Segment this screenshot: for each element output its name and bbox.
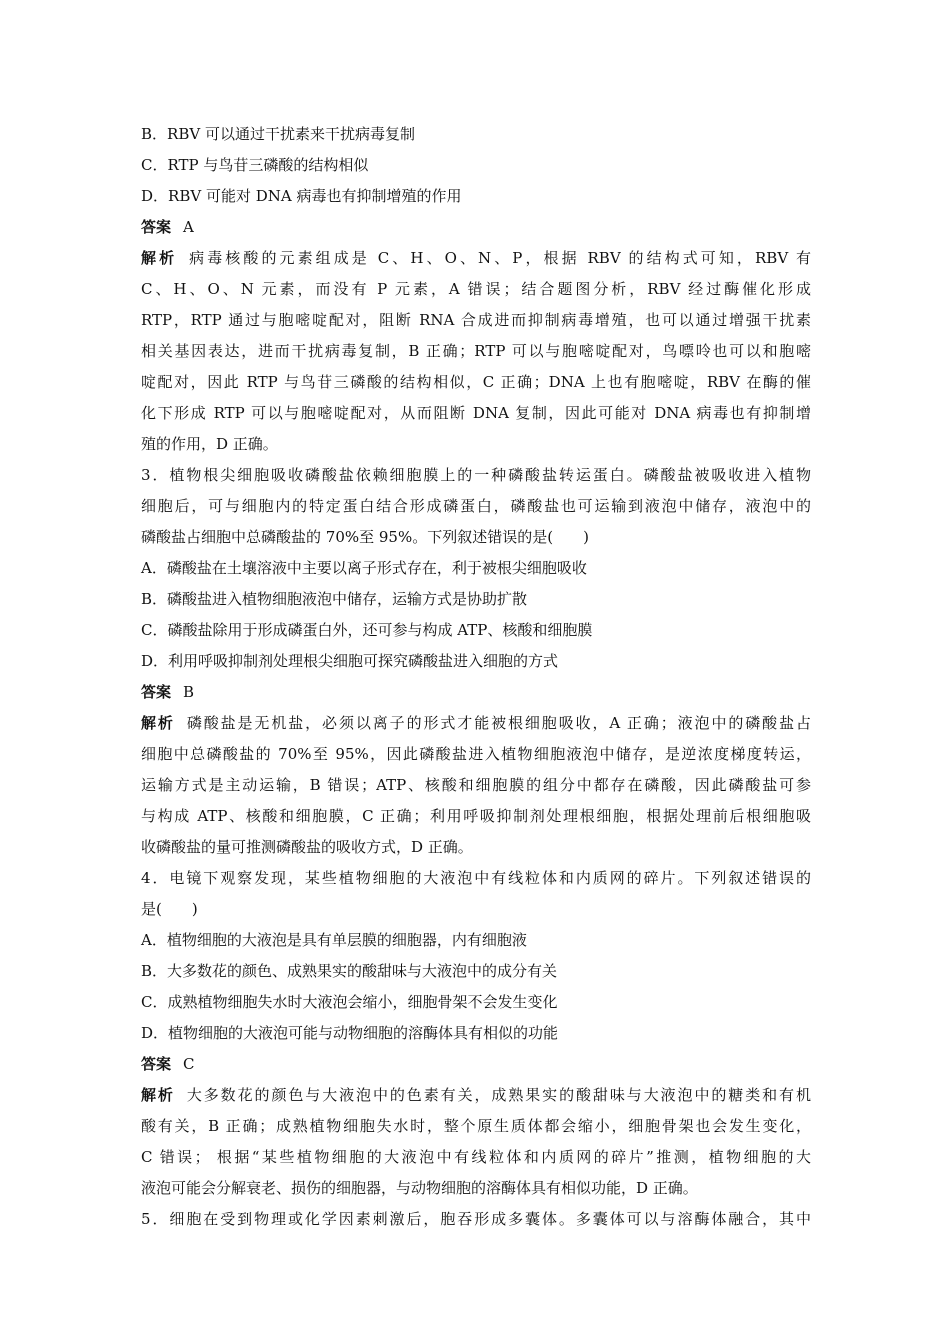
answer-value: C [183, 1055, 195, 1073]
analysis-label: 解析 [141, 1086, 175, 1104]
q5-stem-line: 5．细胞在受到物理或化学因素刺激后，胞吞形成多囊体。多囊体可以与溶酶体融合，其中 [141, 1210, 811, 1228]
q3-analysis-line: 细胞中总磷酸盐的 70%至 95%，因此磷酸盐进入植物细胞液泡中储存，是逆浓度梯度转运， [141, 745, 811, 763]
q2-analysis-line: C、H、O、N 元素，而没有 P 元素，A 错误；结合题图分析，RBV 经过酶催化形成 [141, 280, 811, 298]
q4-analysis-line: 液泡可能会分解衰老、损伤的细胞器，与动物细胞的溶酶体具有相似功能，D 正确。 [141, 1179, 698, 1197]
q2-option-b: B．RBV 可以通过干扰素来干扰病毒复制 [141, 125, 415, 143]
q4-answer-row [141, 1054, 811, 1074]
q2-analysis-line [141, 248, 811, 268]
q2-analysis-line: 啶配对，因此 RTP 与鸟苷三磷酸的结构相似，C 正确；DNA 上也有胞嘧啶，RBV 在酶的催 [141, 373, 811, 391]
q2-answer-row [141, 217, 811, 237]
q2-option-d: D．RBV 可能对 DNA 病毒也有抑制增殖的作用 [141, 187, 462, 205]
q4-analysis-line: 酸有关，B 正确；成熟植物细胞失水时，整个原生质体都会缩小，细胞骨架也会发生变化， [141, 1117, 811, 1135]
q2-option-c: C．RTP 与鸟苷三磷酸的结构相似 [141, 156, 369, 174]
q3-analysis-line: 运输方式是主动运输，B 错误；ATP、核酸和细胞膜的组分中都存在磷酸，因此磷酸盐可参 [141, 776, 811, 794]
q4-analysis-line [141, 1085, 811, 1105]
q3-option-c: C．磷酸盐除用于形成磷蛋白外，还可参与构成 ATP、核酸和细胞膜 [141, 621, 593, 639]
q4-option-b: B．大多数花的颜色、成熟果实的酸甜味与大液泡中的成分有关 [141, 962, 558, 980]
q3-option-b: B．磷酸盐进入植物细胞液泡中储存，运输方式是协助扩散 [141, 590, 528, 608]
q3-answer-row [141, 682, 811, 702]
analysis-text: 磷酸盐是无机盐，必须以离子的形式才能被根细胞吸收，A 正确；液泡中的磷酸盐占 [186, 714, 811, 732]
answer-label: 答案 [141, 683, 172, 701]
q3-stem-line: 3．植物根尖细胞吸收磷酸盐依赖细胞膜上的一种磷酸盐转运蛋白。磷酸盐被吸收进入植物 [141, 466, 811, 484]
answer-value: B [183, 683, 195, 701]
q3-option-a: A．磷酸盐在土壤溶液中主要以离子形式存在，利于被根尖细胞吸收 [141, 559, 587, 577]
q4-option-d: D．植物细胞的大液泡可能与动物细胞的溶酶体具有相似的功能 [141, 1024, 559, 1042]
q4-stem-line: 是( ) [141, 900, 198, 918]
analysis-label: 解析 [141, 714, 175, 732]
analysis-label: 解析 [141, 249, 178, 267]
analysis-text: 病毒核酸的元素组成是 C、H、O、N、P，根据 RBV 的结构式可知，RBV 有 [189, 249, 811, 267]
q4-analysis-line: C 错误； 根据“某些植物细胞的大液泡中有线粒体和内质网的碎片”推测，植物细胞的大 [141, 1148, 811, 1166]
q2-analysis-line: 化下形成 RTP 可以与胞嘧啶配对，从而阻断 DNA 复制，因此可能对 DNA 病毒也有抑制增 [141, 404, 811, 422]
q3-analysis-line [141, 713, 811, 733]
q4-stem-line: 4．电镜下观察发现，某些植物细胞的大液泡中有线粒体和内质网的碎片。下列叙述错误的 [141, 869, 811, 887]
analysis-text: 大多数花的颜色与大液泡中的色素有关，成熟果实的酸甜味与大液泡中的糖类和有机 [186, 1086, 811, 1104]
q4-option-c: C．成熟植物细胞失水时大液泡会缩小，细胞骨架不会发生变化 [141, 993, 558, 1011]
answer-label: 答案 [141, 1055, 172, 1073]
q2-analysis-line: 殖的作用，D 正确。 [141, 435, 278, 453]
answer-value: A [183, 218, 194, 236]
q2-analysis-line: 相关基因表达，进而干扰病毒复制，B 正确；RTP 可以与胞嘧啶配对，鸟嘌呤也可以和胞嘧 [141, 342, 811, 360]
q3-stem-line: 磷酸盐占细胞中总磷酸盐的 70%至 95%。下列叙述错误的是( ) [141, 528, 589, 546]
q3-option-d: D．利用呼吸抑制剂处理根尖细胞可探究磷酸盐进入细胞的方式 [141, 652, 559, 670]
q3-analysis-line: 与构成 ATP、核酸和细胞膜，C 正确；利用呼吸抑制剂处理根细胞，根据处理前后根细胞吸 [141, 807, 811, 825]
q2-analysis-line: RTP，RTP 通过与胞嘧啶配对，阻断 RNA 合成进而抑制病毒增殖，也可以通过增强干扰素 [141, 311, 811, 329]
q3-stem-line: 细胞后，可与细胞内的特定蛋白结合形成磷蛋白，磷酸盐也可运输到液泡中储存，液泡中的 [141, 497, 811, 515]
answer-label: 答案 [141, 218, 172, 236]
q4-option-a: A．植物细胞的大液泡是具有单层膜的细胞器，内有细胞液 [141, 931, 527, 949]
q3-analysis-line: 收磷酸盐的量可推测磷酸盐的吸收方式，D 正确。 [141, 838, 473, 856]
